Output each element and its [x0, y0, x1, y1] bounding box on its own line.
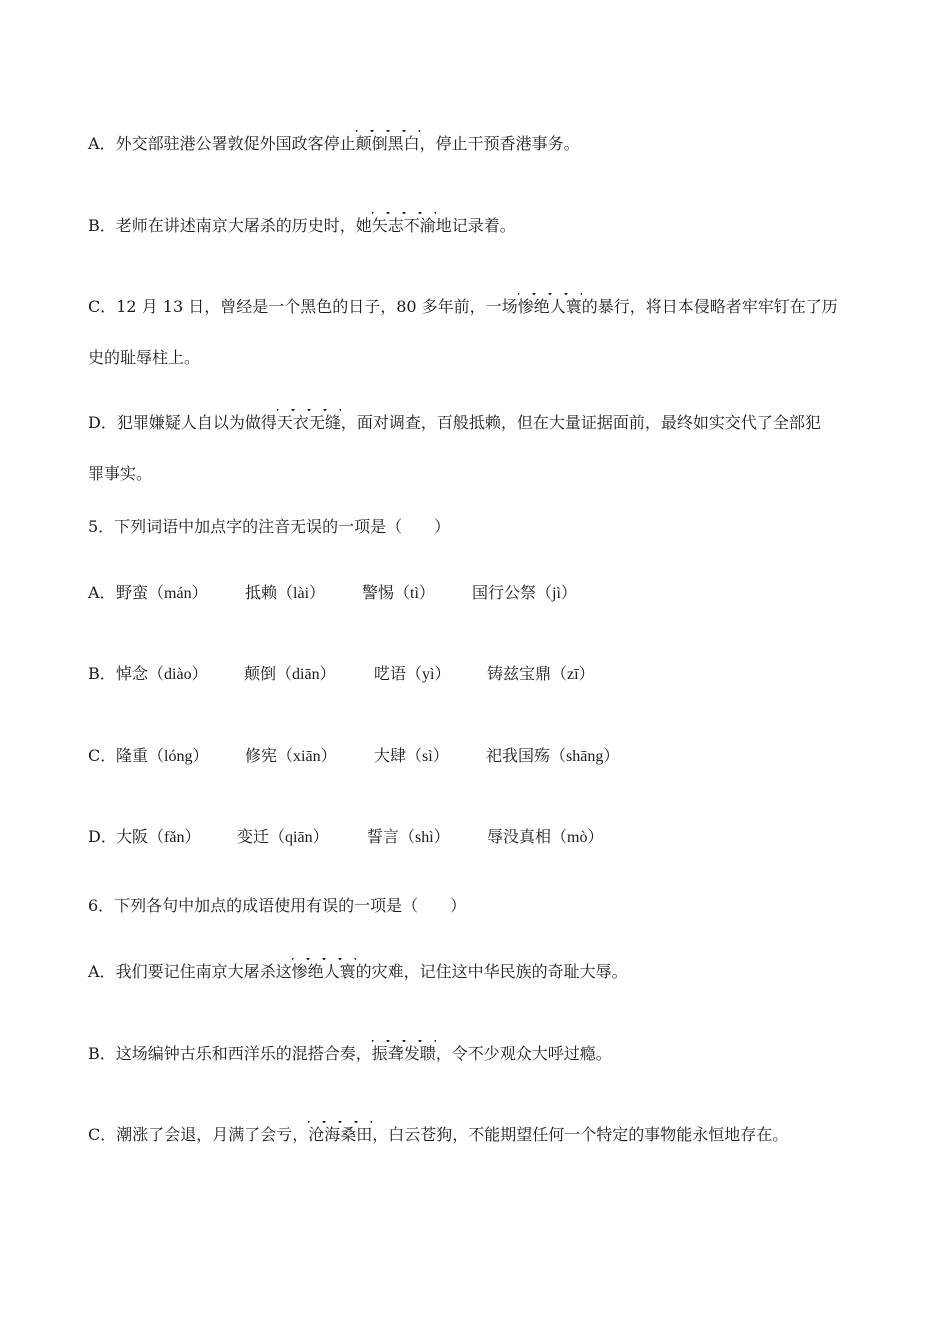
option-label: A． [88, 583, 116, 602]
word-item: 大阪（fǎn） [116, 827, 201, 846]
sentence-text: 犯罪嫌疑人自以为做得 [116, 413, 277, 432]
dotted-idiom: 天衣无缝 [277, 409, 341, 432]
sentence-text: 老师在讲述南京大屠杀的历史时，她 [115, 216, 372, 235]
sentence-text: ，白云苍狗，不能期望任何一个特定的事物能永恒地存在。 [372, 1125, 789, 1144]
q4-option-d-continuation: 罪事实。 [88, 464, 153, 483]
option-label: C． [88, 297, 117, 316]
q4-option-c [88, 296, 838, 318]
word-item: 抵赖（lài） [245, 583, 326, 602]
q6-option-b [88, 1043, 612, 1065]
word-item: 誓言（shì） [367, 827, 450, 846]
option-label: D． [88, 827, 117, 846]
q6-option-c [88, 1124, 788, 1146]
word-item: 呓语（yì） [374, 664, 451, 683]
sentence-text: 12 月 13 日，曾经是一个黑色的日子，80 多年前，一场 [116, 297, 518, 316]
option-label: B． [88, 216, 116, 235]
word-item: 大肆（sì） [374, 746, 449, 765]
word-item: 国行公祭（jì） [472, 583, 577, 602]
option-label: B． [88, 1044, 116, 1063]
q6-option-a [88, 961, 628, 983]
sentence-text: 潮涨了会退，月满了会亏， [116, 1125, 309, 1144]
q5-stem: 5．下列词语中加点字的注音无误的一项是（ ） [88, 517, 451, 536]
option-label: C． [88, 746, 117, 765]
option-label: A． [88, 134, 116, 153]
q4-option-b [88, 215, 516, 237]
word-item: 颠倒（diān） [244, 664, 336, 683]
q4-option-d [88, 412, 821, 434]
sentence-text: 这场编钟古乐和西洋乐的混搭合奏， [115, 1044, 372, 1063]
dotted-idiom: 颠倒黑白 [356, 130, 420, 153]
q4-option-c-continuation: 史的耻辱柱上。 [88, 348, 201, 367]
dotted-idiom: 振聋发聩 [372, 1040, 436, 1063]
word-item: 祀我国殇（shāng） [486, 746, 620, 765]
dotted-idiom: 惨绝人寰 [292, 958, 356, 981]
option-label: C． [88, 1125, 117, 1144]
sentence-text: 的暴行，将日本侵略者牢牢钉在了历 [581, 297, 838, 316]
sentence-text: 外交部驻港公署敦促外国政客停止 [115, 134, 356, 153]
sentence-text: ，停止干预香港事务。 [419, 134, 580, 153]
option-label: B． [88, 664, 116, 683]
sentence-text: 地记录着。 [435, 216, 516, 235]
word-item: 警惕（tì） [362, 583, 435, 602]
dotted-idiom: 矢志不渝 [372, 212, 436, 235]
dotted-idiom: 沧海桑田 [308, 1121, 372, 1144]
option-label: D． [88, 413, 117, 432]
word-item: 野蛮（mán） [116, 583, 208, 602]
q4-option-a [88, 133, 580, 155]
sentence-text: ，面对调查，百般抵赖，但在大量证据面前，最终如实交代了全部犯 [340, 413, 821, 432]
word-item: 辱没真相（mò） [487, 827, 604, 846]
word-item: 隆重（lóng） [116, 746, 209, 765]
sentence-text: ，令不少观众大呼过瘾。 [435, 1044, 612, 1063]
word-item: 变迁（qiān） [237, 827, 329, 846]
option-label: A． [88, 962, 116, 981]
word-item: 铸兹宝鼎（zī） [487, 664, 595, 683]
q6-stem: 6．下列各句中加点的成语使用有误的一项是（ ） [88, 896, 467, 915]
sentence-text: 的灾难，记住这中华民族的奇耻大辱。 [355, 962, 628, 981]
sentence-text: 我们要记住南京大屠杀这 [115, 962, 292, 981]
word-item: 悼念（diào） [116, 664, 208, 683]
dotted-idiom: 惨绝人寰 [518, 293, 582, 316]
word-item: 修宪（xiān） [245, 746, 337, 765]
